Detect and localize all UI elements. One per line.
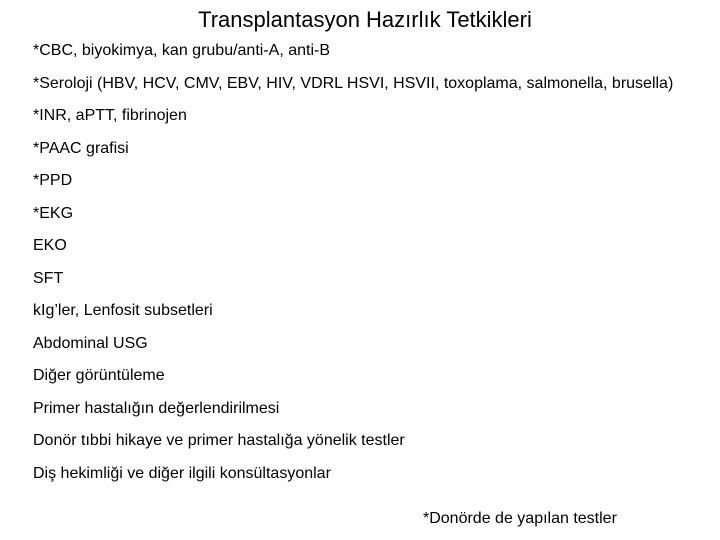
list-item-eko: EKO xyxy=(33,237,67,254)
list-item-kig: kIg’ler, Lenfosit subsetleri xyxy=(33,302,213,319)
list-item-goruntuleme: Diğer görüntüleme xyxy=(33,367,165,384)
slide-title: Transplantasyon Hazırlık Tetkikleri xyxy=(198,7,532,32)
list-item-seroloji: *Seroloji (HBV, HCV, CMV, EBV, HIV, VDRL HSVI, HSVII, toxoplama, salmonella, brusella) xyxy=(33,74,674,92)
list-item-ppd: *PPD xyxy=(33,172,73,189)
footnote: *Donörde de yapılan testler xyxy=(423,510,617,527)
list-item-sft: SFT xyxy=(33,269,64,287)
list-item-donor-testler: Donör tıbbi hikaye ve primer hastalığa yönelik testler xyxy=(33,432,405,449)
list-item-cbc: *CBC, biyokimya, kan grubu/anti-A, anti-B xyxy=(33,42,331,59)
list-item-abdominal-usg: Abdominal USG xyxy=(33,334,148,352)
list-item-konsultasyon: Diş hekimliği ve diğer ilgili konsültasyonlar xyxy=(33,464,331,482)
list-item-paac: *PAAC grafisi xyxy=(33,139,129,157)
list-item-inr: *INR, aPTT, fibrinojen xyxy=(33,107,187,124)
list-item-ekg: *EKG xyxy=(33,204,74,222)
list-item-primer-hastalik: Primer hastalığın değerlendirilmesi xyxy=(33,399,280,417)
test-list xyxy=(33,40,703,495)
